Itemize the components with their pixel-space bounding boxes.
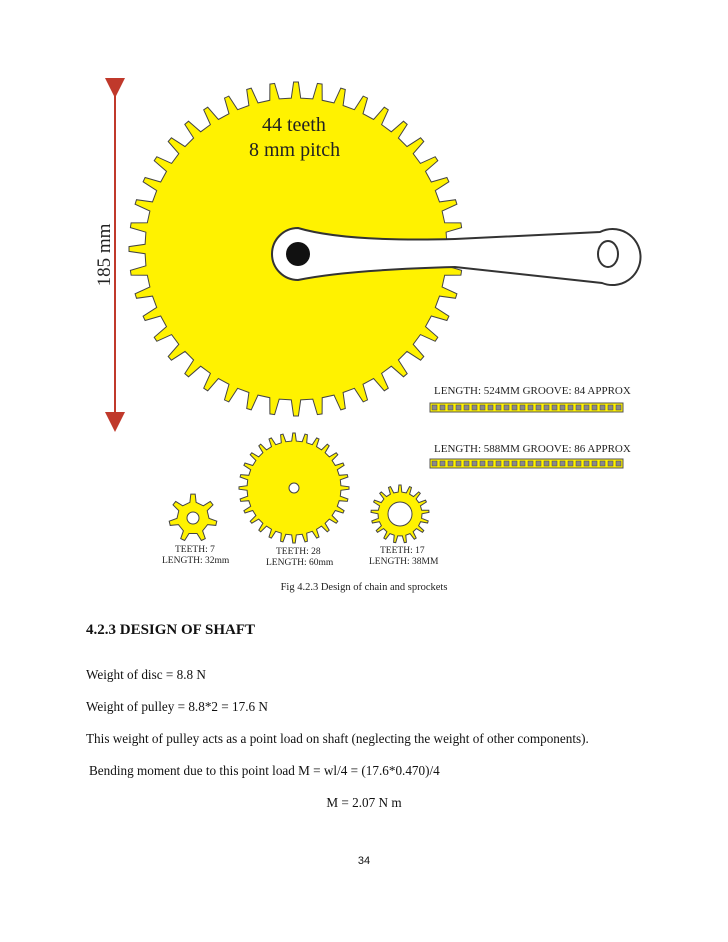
chain-1 bbox=[430, 403, 623, 412]
chain-link bbox=[536, 461, 541, 466]
point-load-line: This weight of pulley acts as a point load on shaft (neglecting the weight of other components). bbox=[86, 731, 589, 746]
chain-link bbox=[536, 405, 541, 410]
page-number: 34 bbox=[357, 855, 371, 867]
chain-link bbox=[440, 461, 445, 466]
chain-link bbox=[456, 405, 461, 410]
chain-link bbox=[616, 461, 621, 466]
sprocket-28-teeth-label: TEETH: 28 bbox=[276, 547, 321, 557]
figure-caption: Fig 4.2.3 Design of chain and sprockets bbox=[280, 582, 448, 593]
weight-of-disc-line: Weight of disc = 8.8 N bbox=[86, 667, 206, 682]
sprocket-7-length-label: LENGTH: 32mm bbox=[162, 556, 230, 566]
chain-link bbox=[464, 405, 469, 410]
chain-link bbox=[480, 405, 485, 410]
chain-link bbox=[592, 405, 597, 410]
chain-link bbox=[560, 461, 565, 466]
chain-link bbox=[440, 405, 445, 410]
chain-link bbox=[528, 461, 533, 466]
chain-link bbox=[496, 461, 501, 466]
chain-link bbox=[584, 461, 589, 466]
section-heading: 4.2.3 DESIGN OF SHAFT bbox=[86, 622, 256, 638]
chain-link bbox=[576, 461, 581, 466]
chain-link bbox=[512, 405, 517, 410]
chain-link bbox=[480, 461, 485, 466]
chain-link bbox=[472, 405, 477, 410]
chain-link bbox=[472, 461, 477, 466]
chain-link bbox=[616, 405, 621, 410]
chain-link bbox=[568, 461, 573, 466]
large-sprocket-teeth-label: 44 teeth bbox=[262, 114, 326, 136]
chain-link bbox=[520, 405, 525, 410]
chain-link bbox=[552, 461, 557, 466]
chain-link bbox=[528, 405, 533, 410]
chain-link bbox=[600, 461, 605, 466]
chain-link bbox=[560, 405, 565, 410]
bending-moment-result: M = 2.07 N m bbox=[326, 795, 402, 810]
dimension-label: 185 mm bbox=[94, 223, 115, 287]
chain-link bbox=[504, 405, 509, 410]
chain-link bbox=[520, 461, 525, 466]
chain-link bbox=[504, 461, 509, 466]
sprocket-28-hole bbox=[289, 483, 299, 493]
chain-link bbox=[568, 405, 573, 410]
chain-link bbox=[496, 405, 501, 410]
chain-link bbox=[512, 461, 517, 466]
weight-of-pulley-line: Weight of pulley = 8.8*2 = 17.6 N bbox=[86, 699, 268, 714]
chain-link bbox=[464, 461, 469, 466]
chain-link bbox=[600, 405, 605, 410]
chain-2 bbox=[430, 459, 623, 468]
chain-link bbox=[544, 461, 549, 466]
chain-link bbox=[432, 405, 437, 410]
chain-link bbox=[448, 461, 453, 466]
chain-2-label: LENGTH: 588MM GROOVE: 86 APPROX bbox=[434, 443, 631, 455]
pedal-hole bbox=[598, 241, 618, 267]
bending-moment-line: Bending moment due to this point load M = wl/4 = (17.6*0.470)/4 bbox=[89, 763, 440, 778]
chain-link bbox=[552, 405, 557, 410]
chain-link bbox=[584, 405, 589, 410]
sprocket-17-length-label: LENGTH: 38MM bbox=[369, 557, 439, 567]
sprocket-7-hole bbox=[187, 512, 199, 524]
crank-hub-hole bbox=[286, 242, 310, 266]
chain-link bbox=[432, 461, 437, 466]
chain-link bbox=[608, 461, 613, 466]
chain-link bbox=[488, 405, 493, 410]
chain-link bbox=[448, 405, 453, 410]
chain-link bbox=[592, 461, 597, 466]
chain-link bbox=[608, 405, 613, 410]
sprocket-17-hole bbox=[388, 502, 412, 526]
chain-link bbox=[488, 461, 493, 466]
chain-1-label: LENGTH: 524MM GROOVE: 84 APPROX bbox=[434, 385, 631, 397]
chain-link bbox=[576, 405, 581, 410]
chain-link bbox=[456, 461, 461, 466]
large-sprocket-pitch-label: 8 mm pitch bbox=[249, 139, 341, 161]
sprocket-7-teeth-label: TEETH: 7 bbox=[175, 545, 215, 555]
sprocket-17-teeth-label: TEETH: 17 bbox=[380, 546, 425, 556]
chain-link bbox=[544, 405, 549, 410]
sprocket-28-length-label: LENGTH: 60mm bbox=[266, 558, 334, 568]
